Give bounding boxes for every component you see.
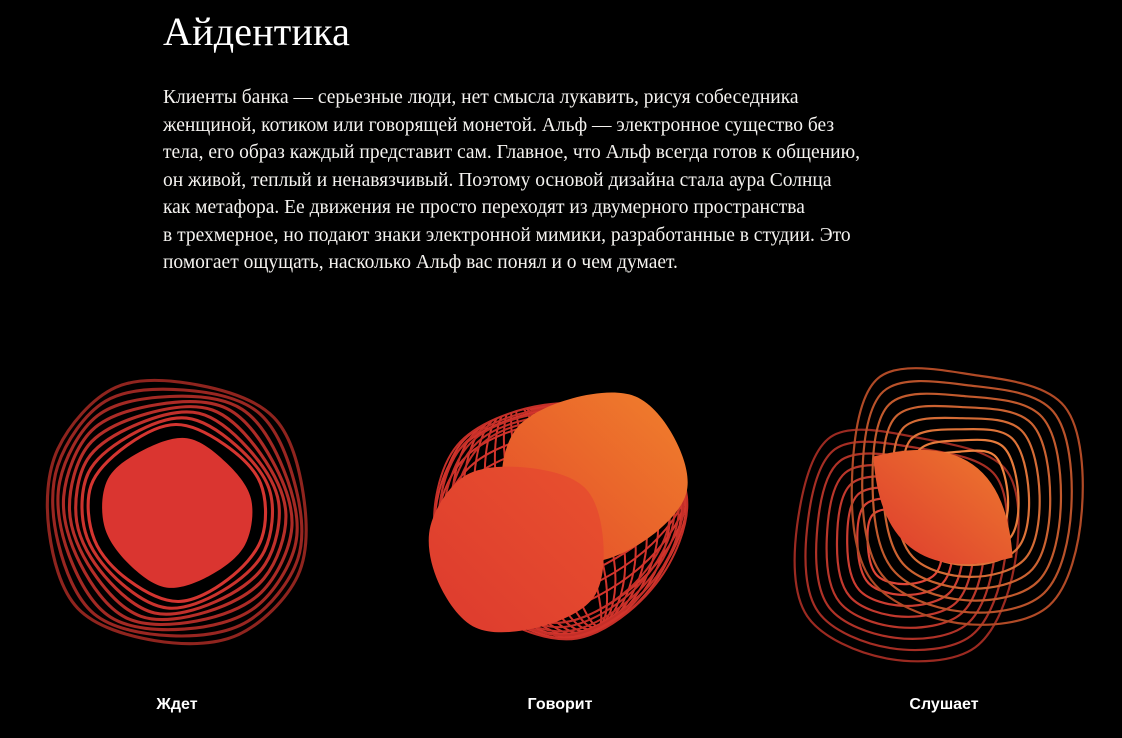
aura-speaking-figure <box>410 371 710 671</box>
intro-paragraph <box>163 84 993 277</box>
figure-label-listening: Слушает <box>909 696 979 713</box>
aura-waiting-illustration <box>27 367 327 667</box>
paragraph-line: тела, его образ каждый представит сам. Главное, что Альф всегда готов к общению, <box>163 142 861 163</box>
paragraph-line: он живой, теплый и ненавязчивый. Поэтому основой дизайна стала аура Солнца <box>163 169 832 191</box>
aura-listening-figure <box>794 360 1094 660</box>
paragraph-line: помогает ощущать, насколько Альф вас понял и о чем думает. <box>163 252 678 273</box>
figure-label-waiting: Ждет <box>156 696 198 713</box>
paragraph-line: как метафора. Ее движения не просто переходят из двумерного пространства <box>163 197 805 218</box>
paragraph-line: женщиной, котиком или говорящей монетой. Альф — электронное существо без <box>163 114 835 136</box>
paragraph-line: в трехмерное, но подают знаки электронной мимики, разработанные в студии. Это <box>163 224 851 246</box>
paragraph-line: Клиенты банка — серьезные люди, нет смысла лукавить, рисуя собеседника <box>163 87 799 108</box>
aura-listening-illustration <box>794 360 1094 660</box>
aura-waiting-figure <box>27 367 327 667</box>
page-title: Айдентика <box>163 9 351 54</box>
figure-label-speaking: Говорит <box>527 696 593 713</box>
aura-speaking-illustration <box>410 371 710 671</box>
